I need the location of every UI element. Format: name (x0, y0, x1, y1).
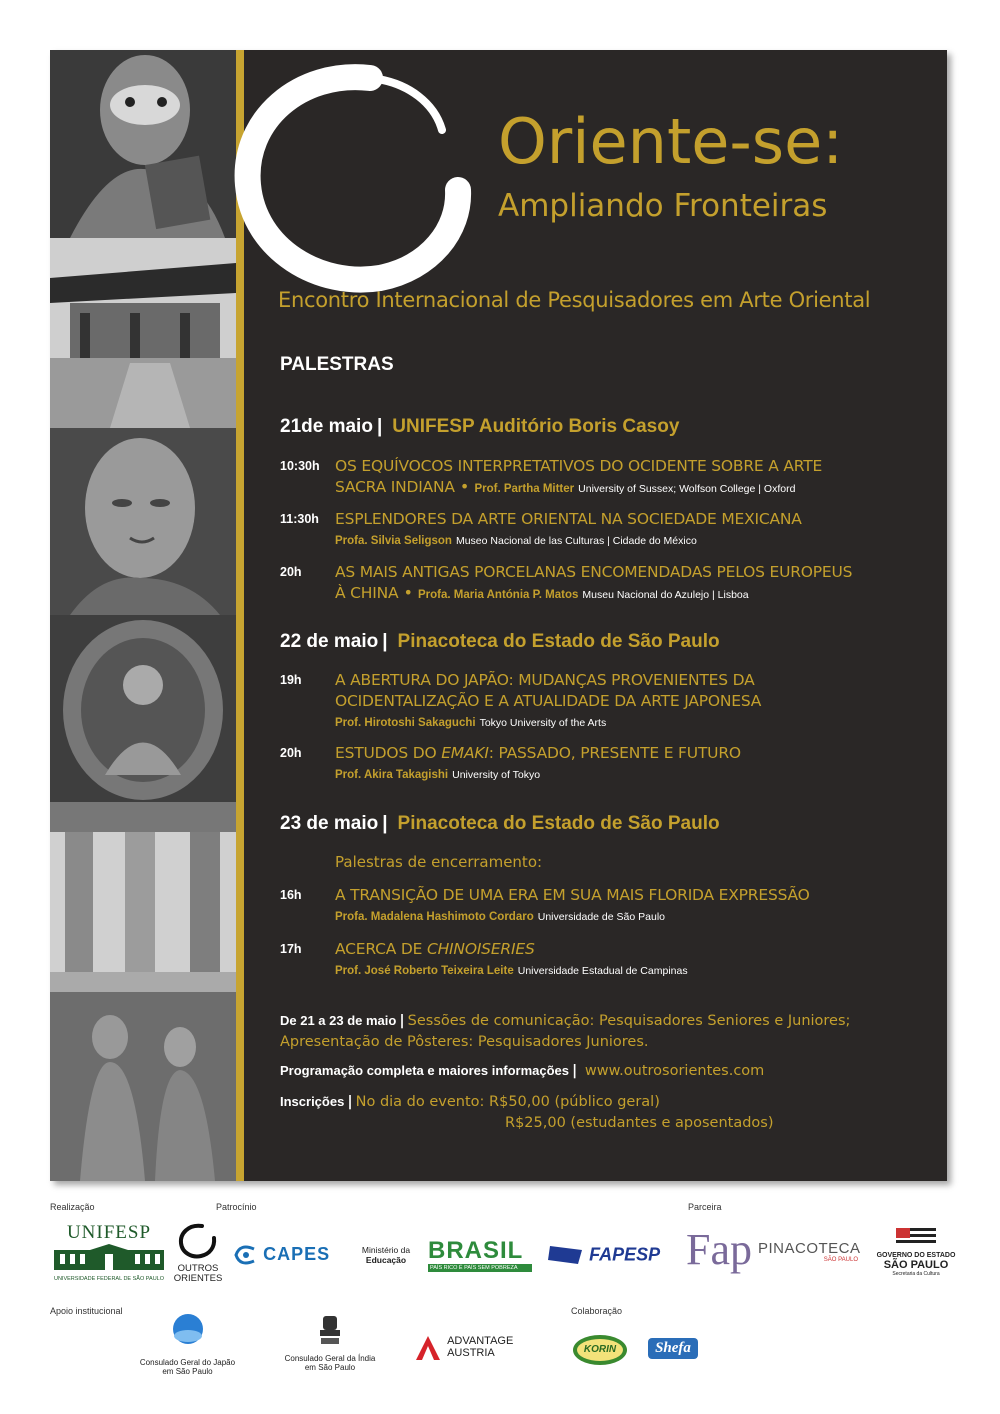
pinacoteca-logo: PINACOTECA SÃO PAULO (758, 1240, 861, 1263)
colaboracao-label: Colaboração (571, 1306, 623, 1316)
photo-kathakali-performer (50, 50, 236, 238)
photo-temple-columns (50, 802, 236, 992)
website-link[interactable]: www.outrosorientes.com (584, 1063, 765, 1079)
consulado-japao-logo: Consulado Geral do Japão em São Paulo (130, 1312, 245, 1384)
unifesp-logo: UNIFESP UNIVERSIDADE FEDERAL DE SÃO PAULO (50, 1222, 168, 1290)
event-tagline: Encontro Internacional de Pesquisadores em Arte Oriental (278, 288, 871, 312)
brasil-government-logo: BRASIL PAÍS RICO É PAÍS SEM POBREZA (428, 1238, 532, 1274)
capes-logo: CAPES (232, 1244, 338, 1268)
registration-info: Inscrições | No dia do evento: R$50,00 (público geral) R$25,00 (estudantes e aposentados) (280, 1094, 774, 1131)
fap-unifesp-logo: Fap (686, 1225, 752, 1274)
advantage-austria-logo: ADVANTAGE AUSTRIA (414, 1334, 534, 1364)
realizacao-label: Realização (50, 1202, 95, 1212)
ministerio-educacao-logo: Ministério da Educação (361, 1245, 411, 1265)
photo-japanese-temple (50, 238, 236, 428)
patrocinio-label: Patrocínio (216, 1202, 257, 1212)
enso-small-icon (176, 1222, 220, 1260)
sp-flag-icon (896, 1228, 936, 1248)
globe-icon (171, 1312, 205, 1346)
event-poster (50, 50, 947, 1181)
day-header-23: 23 de maio | Pinacoteca do Estado de São Paulo (280, 813, 720, 834)
photo-column (50, 50, 236, 1181)
talk-item: 20h ESTUDOS DO EMAKI: PASSADO, PRESENTE E FUTURO Prof. Akira Takagishi University of Tokyo (280, 744, 741, 781)
section-heading: PALESTRAS (280, 354, 394, 375)
talk-item: 10:30h OS EQUÍVOCOS INTERPRETATIVOS DO OCIDENTE SOBRE A ARTE SACRA INDIANA • Prof. Partha Mitter University of Sussex; Wolfson College | Oxford (280, 457, 823, 496)
consulado-india-logo: Consulado Geral da Índia em São Paulo (270, 1312, 390, 1384)
closing-note: Palestras de encerramento: (335, 853, 543, 871)
program-info: Programação completa e maiores informações | www.outrosorientes.com (280, 1063, 765, 1079)
parceira-label: Parceira (688, 1202, 722, 1212)
talk-item: 11:30h ESPLENDORES DA ARTE ORIENTAL NA SOCIEDADE MEXICANA Profa. Silvia Seligson Museo Nacional de las Culturas | Cidade do México (280, 510, 802, 547)
talk-item: 16h A TRANSIÇÃO DE UMA ERA EM SUA MAIS FLORIDA EXPRESSÃO Profa. Madalena Hashimoto Cordaro Universidade de São Paulo (280, 886, 810, 923)
apoio-label: Apoio institucional (50, 1306, 123, 1316)
day-header-22: 22 de maio | Pinacoteca do Estado de São Paulo (280, 631, 720, 652)
day-header-21: 21de maio | UNIFESP Auditório Boris Casoy (280, 416, 680, 437)
unifesp-building-icon (50, 1244, 168, 1272)
enso-circle-icon (220, 60, 480, 300)
fapesp-flag-icon (548, 1244, 584, 1266)
event-subtitle: Ampliando Fronteiras (498, 188, 828, 224)
talk-item: 19h A ABERTURA DO JAPÃO: MUDANÇAS PROVENIENTES DA OCIDENTALIZAÇÃO E A ATUALIDADE DA ARTE JAPONESA Prof. Hirotoshi Sakaguchi Tokyo University of the Arts (280, 671, 762, 729)
governo-sp-logo: GOVERNO DO ESTADO SÃO PAULO Secretaria da Cultura (876, 1228, 956, 1284)
event-title: Oriente-se: (498, 105, 844, 178)
ashoka-emblem-icon (315, 1312, 345, 1350)
advantage-a-icon (414, 1334, 442, 1360)
fapesp-logo: FAPESP (548, 1244, 672, 1270)
capes-symbol-icon (232, 1245, 258, 1265)
sessions-info: De 21 a 23 de maio | Sessões de comunicação: Pesquisadores Seniores e Juniores; Apresentação de Pôsteres: Pesquisadores Juniores. (280, 1013, 851, 1050)
photo-buddha-statue (50, 615, 236, 802)
talk-item: 17h ACERCA DE CHINOISERIES Prof. José Roberto Teixeira Leite Universidade Estadual de Campinas (280, 940, 688, 977)
korin-logo: KORIN (572, 1334, 628, 1368)
outros-orientes-logo: OUTROS ORIENTES (172, 1222, 224, 1292)
talk-item: 20h AS MAIS ANTIGAS PORCELANAS ENCOMENDADAS PELOS EUROPEUS À CHINA • Profa. Maria Antónia P. Matos Museu Nacional do Azulejo | Lisboa (280, 563, 853, 602)
photo-statue-head (50, 428, 236, 615)
shefa-logo: Shefa (648, 1338, 698, 1364)
photo-stone-relief (50, 992, 236, 1181)
